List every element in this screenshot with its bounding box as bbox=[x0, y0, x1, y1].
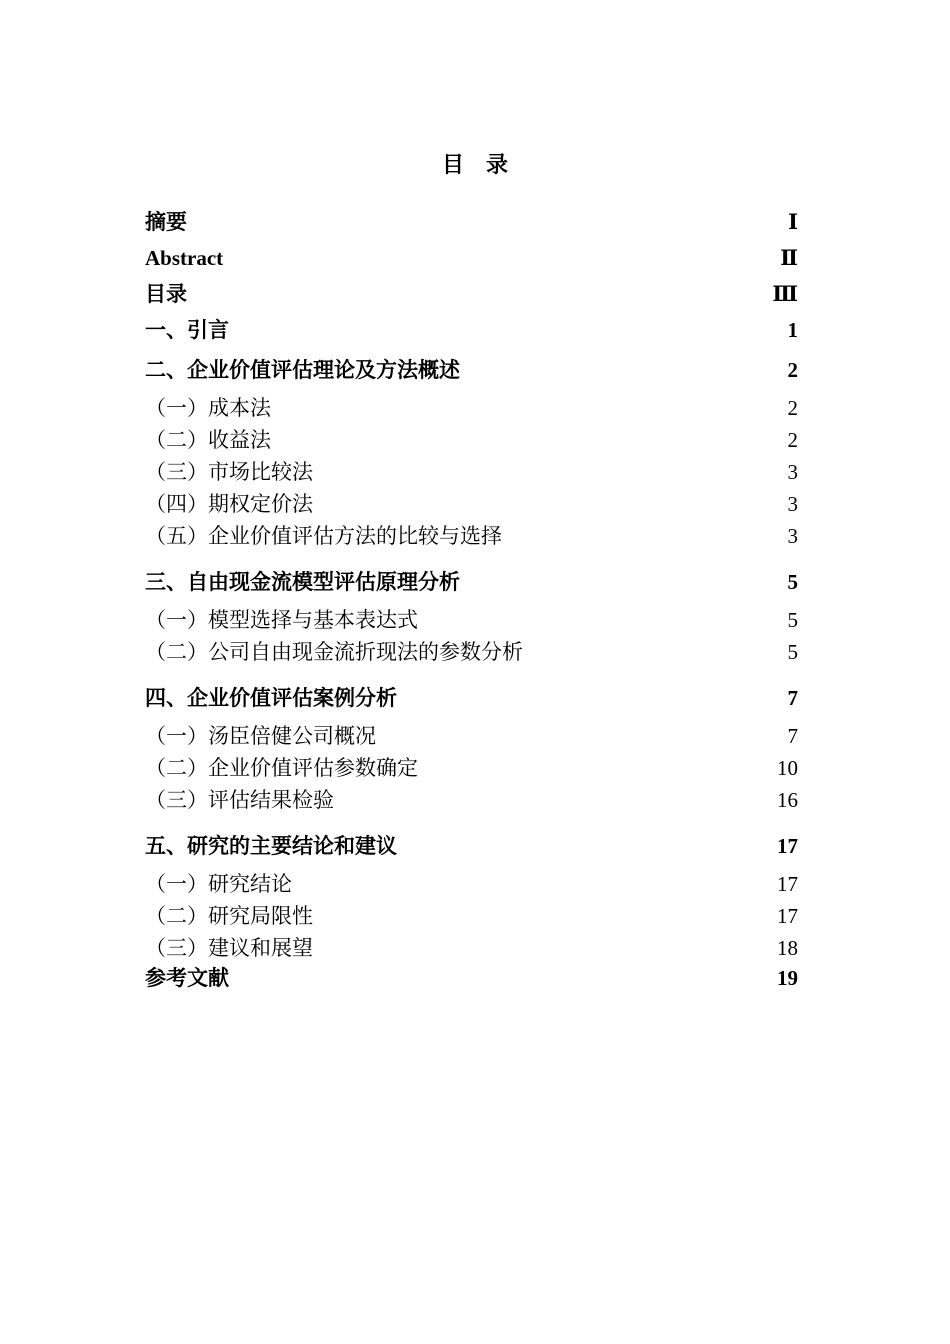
toc-section[interactable] bbox=[145, 720, 798, 752]
toc-chapter-page: 17 bbox=[777, 834, 798, 858]
toc-entry-label: 目录 bbox=[145, 282, 187, 306]
toc-section-label: （五）企业价值评估方法的比较与选择 bbox=[145, 524, 502, 548]
toc-entry-label: 摘要 bbox=[145, 210, 187, 234]
toc-section-label: （二）研究局限性 bbox=[145, 904, 313, 928]
toc-chapter-label: 五、研究的主要结论和建议 bbox=[145, 834, 397, 858]
toc-section-label: （一）成本法 bbox=[145, 396, 271, 420]
toc-chapter-page: 5 bbox=[787, 570, 798, 594]
toc-entry-references[interactable] bbox=[145, 964, 798, 992]
toc-entry-page: Ⅰ bbox=[788, 210, 798, 234]
toc-section-label: （三）市场比较法 bbox=[145, 460, 313, 484]
toc-entry-page: 1 bbox=[787, 318, 798, 342]
toc-entry-label: 一、引言 bbox=[145, 318, 229, 342]
toc-chapter-4[interactable] bbox=[145, 676, 798, 720]
toc-section[interactable] bbox=[145, 784, 798, 816]
toc-section-label: （二）收益法 bbox=[145, 428, 271, 452]
toc-section-page: 17 bbox=[777, 904, 798, 928]
toc-section-label: （四）期权定价法 bbox=[145, 492, 313, 516]
toc-section-label: （一）研究结论 bbox=[145, 872, 292, 896]
toc-chapter-page: 7 bbox=[787, 686, 798, 710]
toc-chapter-label: 三、自由现金流模型评估原理分析 bbox=[145, 570, 460, 594]
toc-chapter-label: 四、企业价值评估案例分析 bbox=[145, 686, 397, 710]
toc-entry-page: 19 bbox=[777, 966, 798, 990]
toc-section-page: 3 bbox=[787, 524, 798, 548]
toc-section-label: （三）评估结果检验 bbox=[145, 788, 334, 812]
toc-entry-abstract-cn[interactable] bbox=[145, 204, 798, 240]
toc-section-label: （二）公司自由现金流折现法的参数分析 bbox=[145, 640, 523, 664]
toc-section-page: 5 bbox=[787, 608, 798, 632]
toc-section-label: （三）建议和展望 bbox=[145, 936, 313, 960]
toc-section-page: 5 bbox=[787, 640, 798, 664]
toc-entry-page: Ⅲ bbox=[772, 282, 798, 306]
toc-section[interactable] bbox=[145, 752, 798, 784]
toc-section[interactable] bbox=[145, 520, 798, 552]
toc-section-label: （一）模型选择与基本表达式 bbox=[145, 608, 418, 632]
toc-section[interactable] bbox=[145, 456, 798, 488]
toc-chapter-2[interactable] bbox=[145, 348, 798, 392]
toc-section-page: 10 bbox=[777, 756, 798, 780]
toc-entry-abstract-en[interactable] bbox=[145, 240, 798, 276]
toc-section-page: 2 bbox=[787, 396, 798, 420]
toc-entry-label: 参考文献 bbox=[145, 966, 229, 990]
toc-chapter-5[interactable] bbox=[145, 824, 798, 868]
toc-section-label: （二）企业价值评估参数确定 bbox=[145, 756, 418, 780]
toc-section[interactable] bbox=[145, 636, 798, 668]
toc-section[interactable] bbox=[145, 868, 798, 900]
toc-section-page: 18 bbox=[777, 936, 798, 960]
table-of-contents bbox=[145, 204, 798, 992]
toc-section-page: 7 bbox=[787, 724, 798, 748]
toc-section-page: 17 bbox=[777, 872, 798, 896]
toc-chapter-page: 2 bbox=[787, 358, 798, 382]
toc-section[interactable] bbox=[145, 424, 798, 456]
toc-entry-page: Ⅱ bbox=[780, 246, 798, 270]
toc-section-label: （一）汤臣倍健公司概况 bbox=[145, 724, 376, 748]
toc-entry-introduction[interactable] bbox=[145, 312, 798, 348]
toc-section-page: 2 bbox=[787, 428, 798, 452]
toc-section[interactable] bbox=[145, 392, 798, 424]
toc-section[interactable] bbox=[145, 900, 798, 932]
toc-section-page: 3 bbox=[787, 460, 798, 484]
toc-chapter-3[interactable] bbox=[145, 560, 798, 604]
toc-chapter-label: 二、企业价值评估理论及方法概述 bbox=[145, 358, 460, 382]
toc-entry-label: Abstract bbox=[145, 246, 224, 270]
toc-section[interactable] bbox=[145, 932, 798, 964]
toc-section-page: 16 bbox=[777, 788, 798, 812]
toc-section-page: 3 bbox=[787, 492, 798, 516]
page-title: 目 录 bbox=[441, 152, 508, 177]
toc-section[interactable] bbox=[145, 604, 798, 636]
toc-entry-contents[interactable] bbox=[145, 276, 798, 312]
toc-section[interactable] bbox=[145, 488, 798, 520]
